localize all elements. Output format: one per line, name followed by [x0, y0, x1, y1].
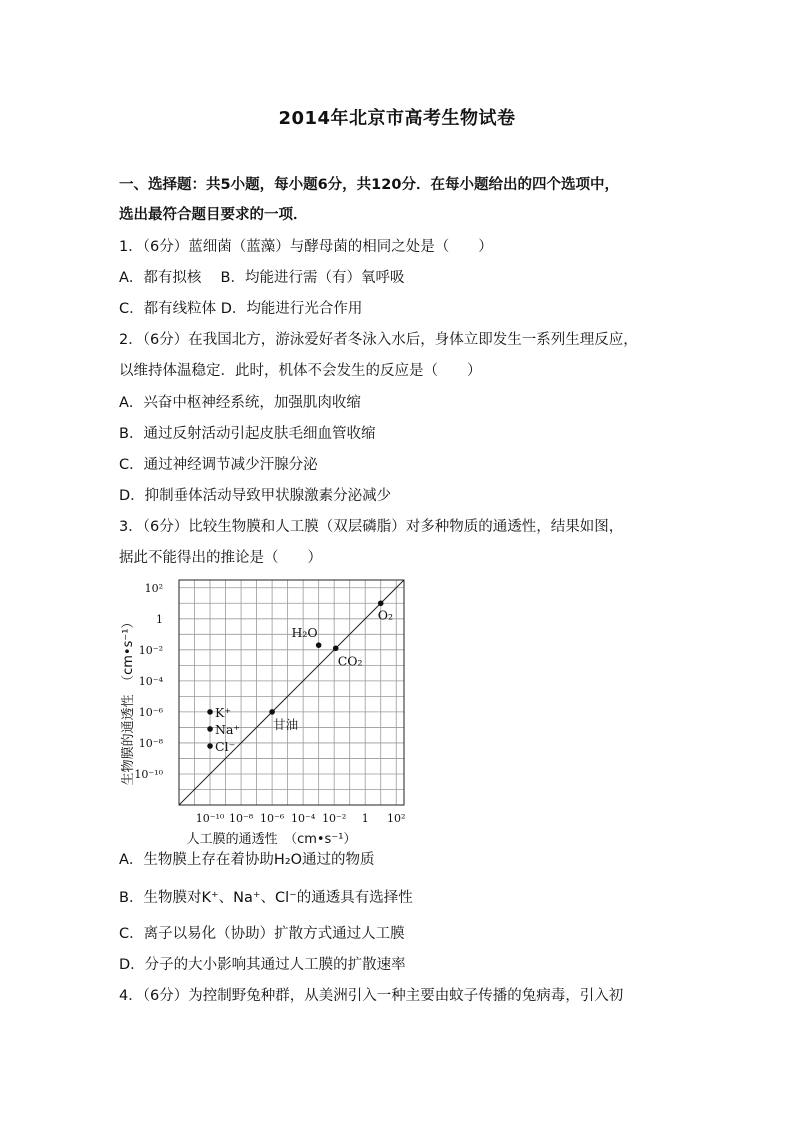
- q3-option-c: C．离子以易化（协助）扩散方式通过人工膜: [119, 926, 405, 942]
- q1-stem: 1．（6分）蓝细菌（蓝藻）与酵母菌的相同之处是（ ）: [119, 239, 493, 255]
- y-tick-label: 10⁻²: [138, 643, 163, 657]
- q4-stem-line1: 4．（6分）为控制野兔种群，从美洲引入一种主要由蚊子传播的兔病毒，引入初: [119, 988, 624, 1004]
- q3-option-d: D．分子的大小影响其通过人工膜的扩散速率: [119, 957, 406, 973]
- y-tick-labels: [134, 582, 163, 781]
- data-point-label: K⁺: [215, 704, 231, 720]
- data-point: [333, 645, 339, 651]
- reference-line-y-equals-x: [179, 580, 404, 805]
- y-axis-label: 生物膜的通透性 （cm•s⁻¹）: [121, 615, 136, 786]
- x-tick-labels: [196, 812, 406, 825]
- data-point-label: H₂O: [291, 625, 318, 641]
- data-point: [269, 709, 275, 715]
- data-point-label: Na⁺: [215, 721, 241, 737]
- permeability-chart: [112, 570, 422, 855]
- x-tick-label: 10⁻⁶: [259, 812, 285, 825]
- data-point: [378, 600, 384, 606]
- x-tick-label: 10⁻¹⁰: [195, 812, 225, 825]
- y-tick-label: 10²: [144, 581, 163, 595]
- y-tick-label: 10⁻⁸: [138, 736, 163, 750]
- q3-option-a: A．生物膜上存在着协助H₂O通过的物质: [119, 852, 375, 868]
- data-point: [207, 743, 213, 749]
- data-point-label: 甘油: [273, 716, 299, 732]
- x-tick-label: 10⁻⁴: [291, 812, 316, 825]
- q2-option-a: A．兴奋中枢神经系统，加强肌肉收缩: [119, 395, 361, 411]
- y-tick-label: 10⁻⁴: [138, 674, 163, 688]
- data-point: [207, 709, 213, 715]
- data-point-label: O₂: [377, 607, 393, 623]
- q2-option-b: B．通过反射活动引起皮肤毛细血管收缩: [119, 426, 376, 442]
- q2-option-c: C．通过神经调节减少汗腺分泌: [119, 457, 318, 473]
- x-tick-label: 10²: [387, 812, 406, 825]
- y-tick-label: 10⁻⁶: [138, 705, 163, 719]
- y-tick-label: 1: [156, 612, 163, 626]
- q2-option-d: D．抑制垂体活动导致甲状腺激素分泌减少: [119, 488, 392, 504]
- data-point: [207, 726, 213, 732]
- data-point-label: CO₂: [337, 653, 363, 669]
- q3-stem-line1: 3．（6分）比较生物膜和人工膜（双层磷脂）对多种物质的通透性，结果如图，: [119, 519, 624, 535]
- q2-stem-line1: 2．（6分）在我国北方，游泳爱好者冬泳入水后，身体立即发生一系列生理反应，: [119, 332, 638, 348]
- y-tick-label: 10⁻¹⁰: [134, 767, 163, 781]
- q2-stem-line2: 以维持体温稳定．此时，机体不会发生的反应是（ ）: [119, 363, 482, 379]
- x-tick-label: 10⁻⁸: [228, 812, 254, 825]
- data-point-label: Cl⁻: [215, 739, 236, 755]
- data-point: [316, 642, 322, 648]
- page-title: 2014年北京市高考生物试卷: [278, 108, 516, 129]
- q1-options-line2: C．都有线粒体 D．均能进行光合作用: [119, 301, 363, 317]
- q3-stem-line2: 据此不能得出的推论是（ ）: [119, 550, 322, 566]
- x-tick-label: 1: [361, 812, 369, 825]
- section-heading-line2: 选出最符合题目要求的一项．: [119, 207, 308, 223]
- permeability-scatter-plot: [112, 570, 422, 855]
- q1-options-line1: A．都有拟核 B．均能进行需（有）氧呼吸: [119, 270, 405, 286]
- x-axis-label: 人工膜的通透性 （cm•s⁻¹）: [186, 832, 357, 847]
- q3-option-b: B．生物膜对K⁺、Na⁺、Cl⁻的通透具有选择性: [119, 890, 413, 906]
- x-tick-label: 10⁻²: [322, 812, 347, 825]
- section-heading-line1: 一、选择题：共5小题，每小题6分，共120分．在每小题给出的四个选项中，: [119, 177, 619, 193]
